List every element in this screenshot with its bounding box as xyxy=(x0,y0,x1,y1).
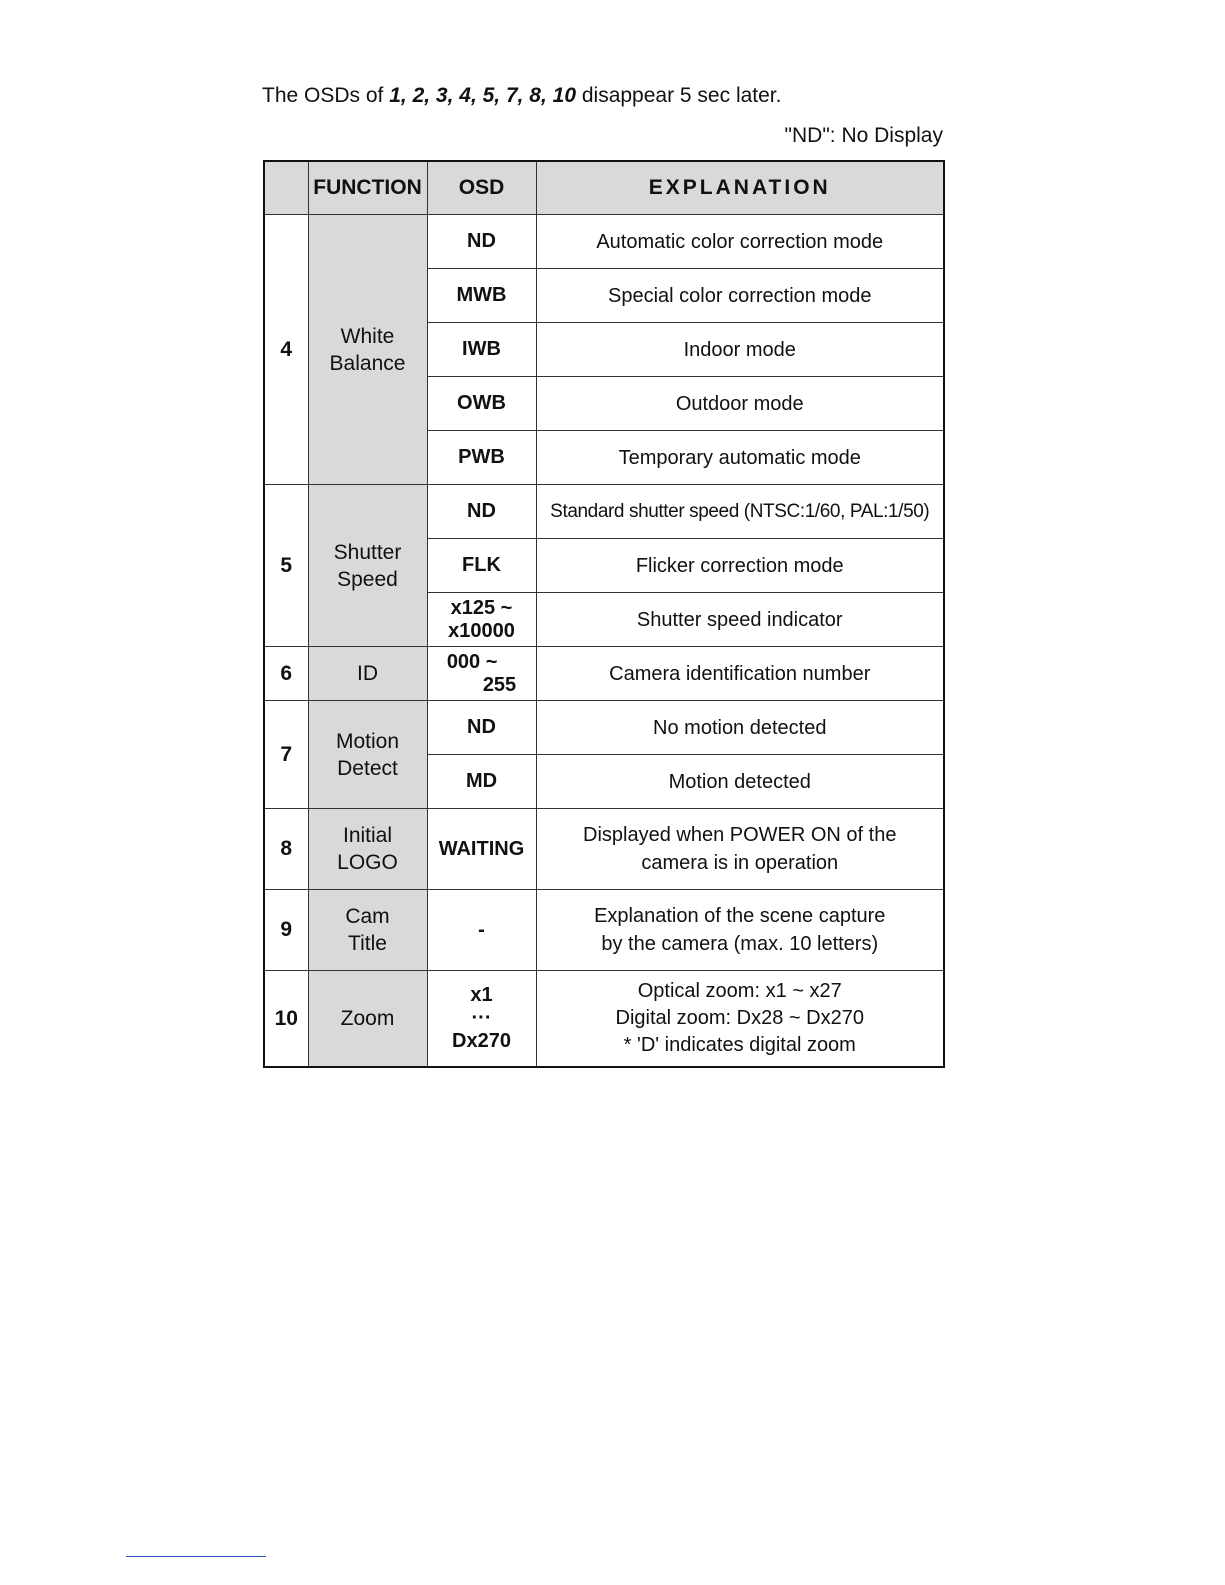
osd-value: MD xyxy=(427,755,536,809)
table-row xyxy=(264,485,944,539)
osd-value: WAITING xyxy=(427,809,536,890)
nd-legend: "ND": No Display xyxy=(784,124,943,147)
function-number: 9 xyxy=(264,890,308,971)
table-row xyxy=(264,215,944,269)
osd-value: MWB xyxy=(427,269,536,323)
explanation-text: Special color correction mode xyxy=(536,269,944,323)
explanation-text: Displayed when POWER ON of the camera is in operation xyxy=(536,809,944,890)
osd-value: PWB xyxy=(427,431,536,485)
explanation-text: Indoor mode xyxy=(536,323,944,377)
explanation-text: Shutter speed indicator xyxy=(536,593,944,647)
function-number: 6 xyxy=(264,647,308,701)
function-name: Initial LOGO xyxy=(308,809,427,890)
osd-value: x125 ~ x10000 xyxy=(427,593,536,647)
table-row xyxy=(264,890,944,971)
explanation-text: Automatic color correction mode xyxy=(536,215,944,269)
function-number: 8 xyxy=(264,809,308,890)
table-row xyxy=(264,701,944,755)
osd-value: OWB xyxy=(427,377,536,431)
header-row xyxy=(264,161,944,215)
function-name: Zoom xyxy=(308,971,427,1068)
function-name: Shutter Speed xyxy=(308,485,427,647)
explanation-text: Temporary automatic mode xyxy=(536,431,944,485)
intro-note xyxy=(262,84,781,108)
intro-numbers: 1, 2, 3, 4, 5, 7, 8, 10 xyxy=(389,84,577,107)
explanation-text: Camera identification number xyxy=(536,647,944,701)
explanation-text: Motion detected xyxy=(536,755,944,809)
function-name: Cam Title xyxy=(308,890,427,971)
osd-function-table xyxy=(263,160,945,1068)
footnote-rule xyxy=(126,1556,266,1557)
explanation-text: Standard shutter speed (NTSC:1/60, PAL:1/50) xyxy=(536,485,944,539)
explanation-text: Optical zoom: x1 ~ x27 Digital zoom: Dx28 ~ Dx270 * 'D' indicates digital zoom xyxy=(536,971,944,1068)
osd-value: IWB xyxy=(427,323,536,377)
table-row xyxy=(264,809,944,890)
header-function: FUNCTION xyxy=(308,161,427,215)
explanation-text: Explanation of the scene capture by the camera (max. 10 letters) xyxy=(536,890,944,971)
function-number: 4 xyxy=(264,215,308,485)
function-name: White Balance xyxy=(308,215,427,485)
table-row xyxy=(264,647,944,701)
osd-value: x1 ··· Dx270 xyxy=(427,971,536,1068)
header-explanation: EXPLANATION xyxy=(536,161,944,215)
osd-value: - xyxy=(427,890,536,971)
explanation-text: Outdoor mode xyxy=(536,377,944,431)
osd-value: FLK xyxy=(427,539,536,593)
osd-value: 000 ~ 255 xyxy=(427,647,536,701)
header-osd: OSD xyxy=(427,161,536,215)
intro-suffix: disappear 5 sec later. xyxy=(576,84,782,107)
function-name: Motion Detect xyxy=(308,701,427,809)
function-number: 7 xyxy=(264,701,308,809)
osd-value: ND xyxy=(427,215,536,269)
explanation-text: No motion detected xyxy=(536,701,944,755)
osd-value: ND xyxy=(427,701,536,755)
intro-prefix: The OSDs of xyxy=(262,84,390,107)
explanation-text: Flicker correction mode xyxy=(536,539,944,593)
function-name: ID xyxy=(308,647,427,701)
table-row xyxy=(264,971,944,1068)
function-number: 10 xyxy=(264,971,308,1068)
osd-value: ND xyxy=(427,485,536,539)
header-number xyxy=(264,161,308,215)
function-number: 5 xyxy=(264,485,308,647)
